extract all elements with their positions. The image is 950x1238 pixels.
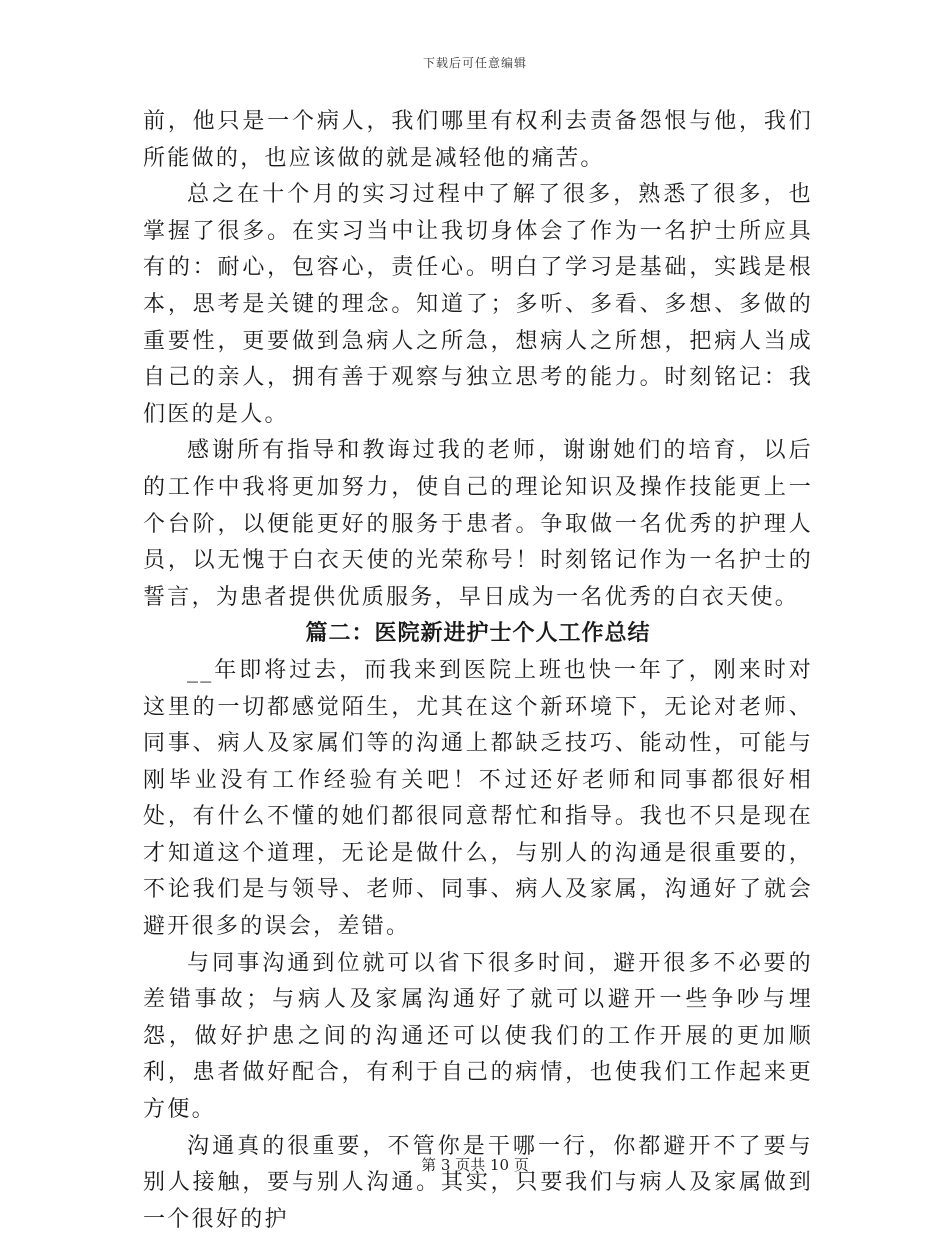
paragraph-2: 总之在十个月的实习过程中了解了很多，熟悉了很多，也掌握了很多。在实习当中让我切身体会了作为一名护士所应具有的：耐心，包容心，责任心。明白了学习是基础，实践是根本，思考是关键的理念。知道了；多听、多看、多想、多做的重要性，更要做到急病人之所急，想病人之所想，把病人当成自己的亲人，拥有善于观察与独立思考的能力。时刻铭记：我们医的是人。 <box>143 182 813 427</box>
header-note: 下载后可任意编辑 <box>422 56 527 70</box>
paragraph-3: 感谢所有指导和教诲过我的老师，谢谢她们的培育，以后的工作中我将更加努力，使自己的理论知识及操作技能更上一个台阶，以便能更好的服务于患者。争取做一名优秀的护理人员，以无愧于白衣天使的光荣称号！时刻铭记作为一名护士的誓言，为患者提供优质服务，早日成为一名优秀的白衣天使。 <box>143 438 813 610</box>
page-footer: 第 3 页共 10 页 <box>421 1156 529 1174</box>
paragraph-6: 沟通真的很重要，不管你是干哪一行，你都避开不了要与别人接触，要与别人沟通。其实，只要我们与病人及家属做到一个很好的护 <box>143 1133 813 1232</box>
section-title: 篇二：医院新进护士个人工作总结 <box>305 621 651 647</box>
paragraph-5: 与同事沟通到位就可以省下很多时间，避开很多不必要的差错事故；与病人及家属沟通好了就可以避开一些争吵与埋怨，做好护患之间的沟通还可以使我们的工作开展的更加顺利，患者做好配合，有利于自己的病情，也使我们工作起来更方便。 <box>143 950 813 1123</box>
paragraph-4: __年即将过去，而我来到医院上班也快一年了，刚来时对这里的一切都感觉陌生，尤其在这个新环境下，无论对老师、同事、病人及家属们等的沟通上都缺乏技巧、能动性，可能与刚毕业没有工作经验有关吧！不过还好老师和同事都很好相处，有什么不懂的她们都很同意帮忙和指导。我也不只是现在才知道这个道理，无论是做什么，与别人的沟通是很重要的，不论我们是与领导、老师、同事、病人及家属，沟通好了就会避开很多的误会，差错。 <box>143 657 813 940</box>
paragraph-1: 前，他只是一个病人，我们哪里有权利去责备怨恨与他，我们所能做的，也应该做的就是减轻他的痛苦。 <box>143 109 813 171</box>
document-body <box>143 104 813 1238</box>
